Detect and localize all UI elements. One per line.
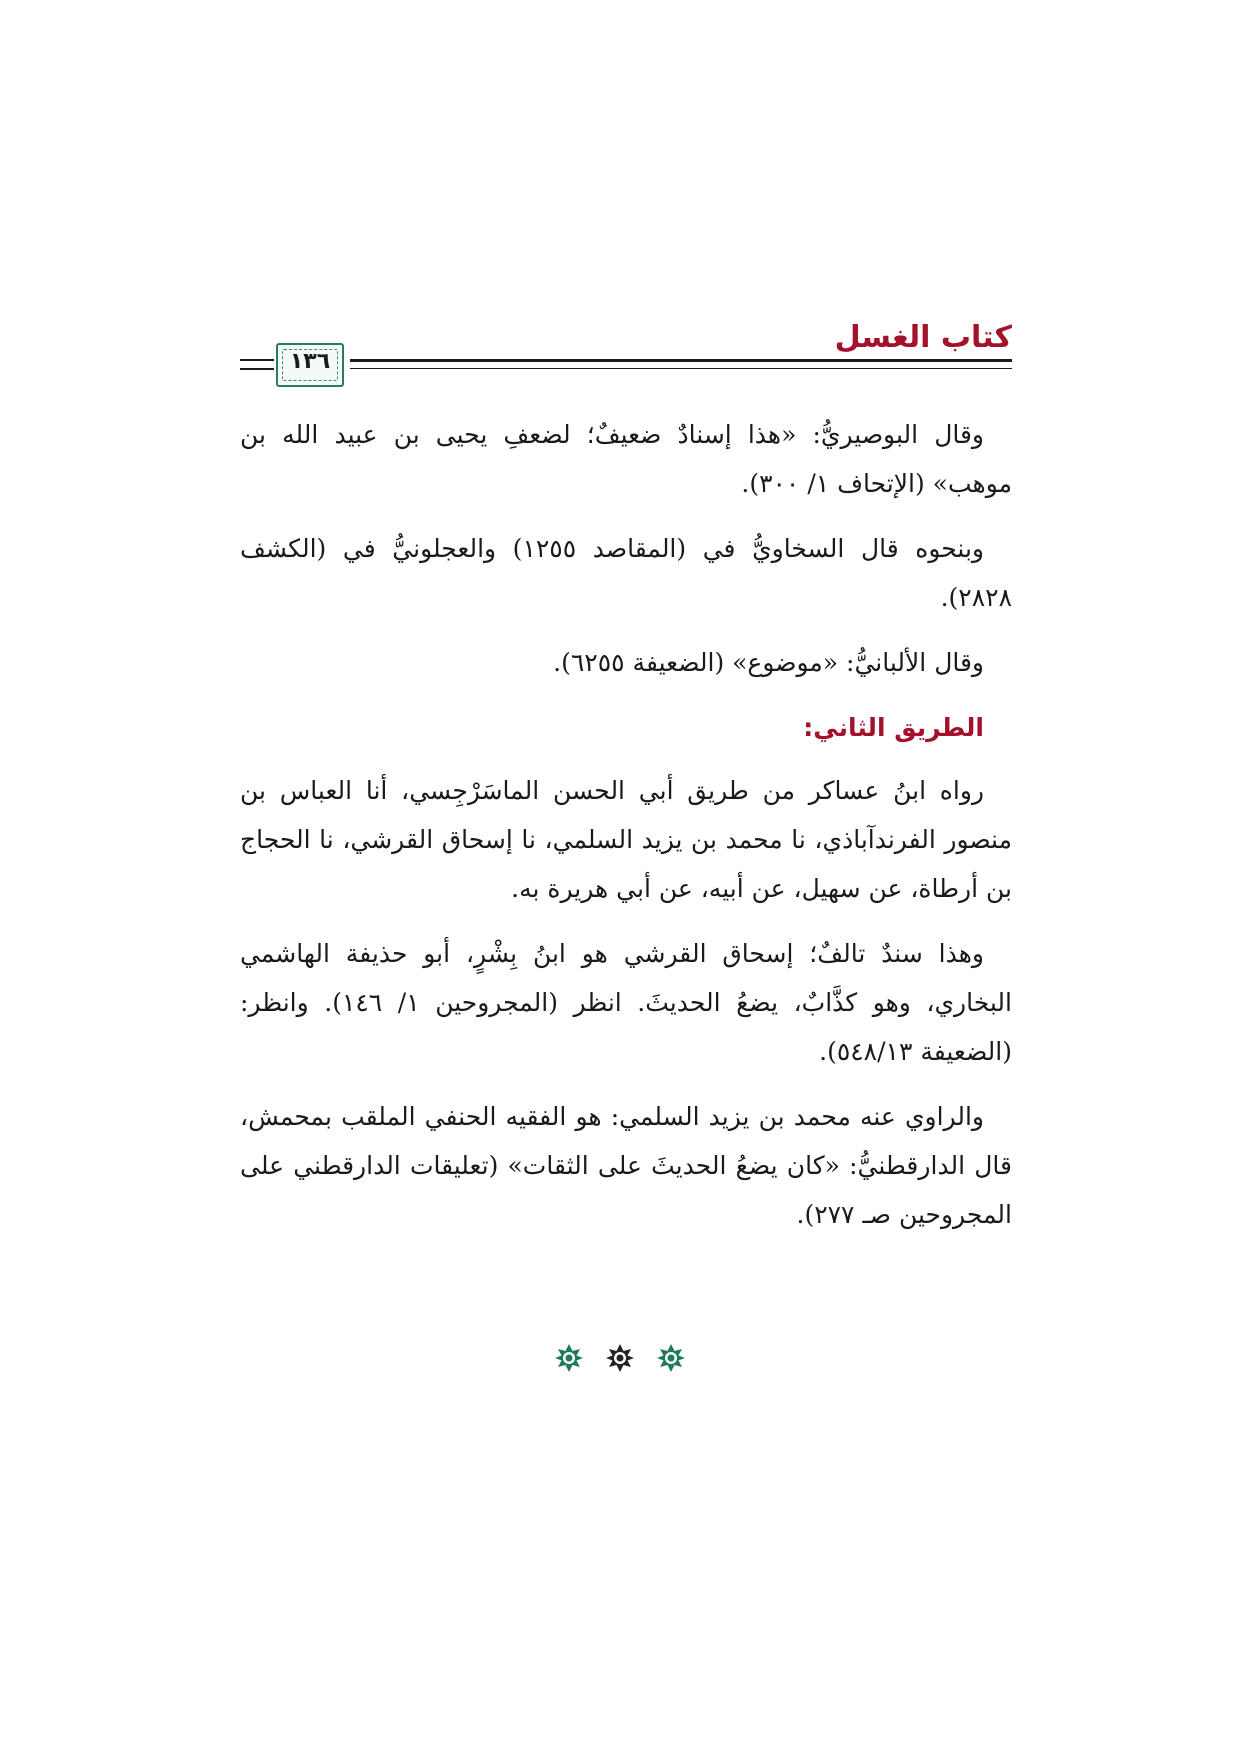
paragraph-albani: وقال الألبانيُّ: «موضوع» (الضعيفة ٦٢٥٥). bbox=[553, 648, 984, 677]
star-ornament-icon bbox=[554, 1343, 584, 1373]
header-rule-left-top bbox=[240, 359, 274, 361]
page-number-frame bbox=[276, 343, 344, 387]
paragraph-silmi: والراوي عنه محمد بن يزيد السلمي: هو الفقيه الحنفي الملقب بمحمش، قال الدارقطنيُّ: «كان يضعُ الحديثَ على الثقات» (تعليقات الدارقطني على المجروحين صـ ٢٧٧). bbox=[240, 1102, 1012, 1229]
section-heading: الطريق الثاني: bbox=[803, 713, 984, 742]
paragraph-sanad: وهذا سندٌ تالفٌ؛ إسحاق القرشي هو ابنُ بِشْرٍ، أبو حذيفة الهاشمي البخاري، وهو كذَّابٌ، يضعُ الحديثَ. انظر (المجروحين ١/ ١٤٦). وانظر: (الضعيفة ٥٤٨/١٣). bbox=[240, 939, 1012, 1066]
page-body bbox=[240, 410, 1012, 1255]
end-ornaments bbox=[0, 1343, 1240, 1373]
header-rule-thick bbox=[350, 359, 1012, 362]
page-number: ١٣٦ bbox=[289, 349, 331, 374]
page-header bbox=[240, 318, 1012, 390]
header-rule-thin bbox=[350, 368, 1012, 369]
header-rule-left-bottom bbox=[240, 368, 274, 370]
running-title: كتاب الغسل bbox=[834, 320, 1012, 355]
paragraph-ibn-asakir: رواه ابنُ عساكر من طريق أبي الحسن الماسَرْجِسي، أنا العباس بن منصور الفرندآباذي، نا محمد بن يزيد السلمي، نا إسحاق القرشي، نا الحجاج بن أرطاة، عن سهيل، عن أبيه، عن أبي هريرة به. bbox=[240, 776, 1012, 903]
star-ornament-icon bbox=[605, 1343, 635, 1373]
paragraph-sakhawi: وبنحوه قال السخاويُّ في (المقاصد ١٢٥٥) والعجلونيُّ في (الكشف ٢٨٢٨). bbox=[240, 534, 1012, 612]
star-ornament-icon bbox=[656, 1343, 686, 1373]
paragraph-busiri: وقال البوصيريُّ: «هذا إسنادٌ ضعيفٌ؛ لضعفِ يحيى بن عبيد الله بن موهب» (الإتحاف ١/ ٣٠٠). bbox=[240, 420, 1012, 498]
